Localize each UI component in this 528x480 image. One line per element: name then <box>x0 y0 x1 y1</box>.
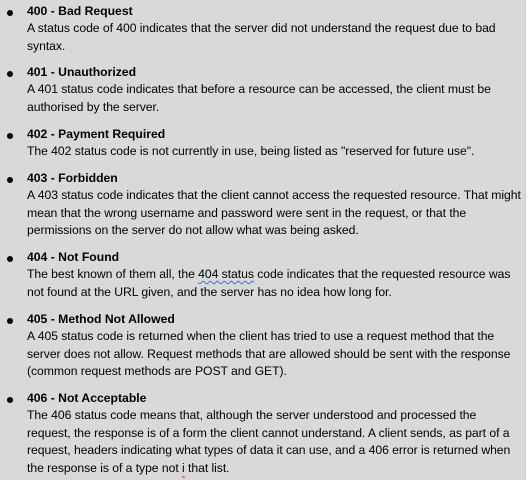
bullet-icon <box>7 177 13 183</box>
status-code-list <box>0 3 526 478</box>
entry-title: 404 - Not Found <box>27 250 120 264</box>
entry-description <box>27 407 522 477</box>
entry-description: A status code of 400 indicates that the server did not understand the request due to bad syntax. <box>27 21 496 53</box>
bullet-icon <box>7 71 13 77</box>
list-item <box>0 249 526 311</box>
bullet-icon <box>7 133 13 139</box>
entry-title: 401 - Unauthorized <box>27 65 137 79</box>
description-text: The best known of them all, the <box>27 267 199 281</box>
list-item <box>0 3 526 64</box>
description-text: code indicates that the requested resource was not found at the URL given, and the server has no idea how long for. <box>27 267 511 299</box>
list-item <box>0 64 526 126</box>
entry-title: 400 - Bad Request <box>27 4 133 18</box>
entry-title: 403 - Forbidden <box>27 171 118 185</box>
description-text: that list. <box>184 460 230 475</box>
list-item <box>0 126 526 170</box>
list-item <box>0 390 526 478</box>
entry-description <box>27 266 522 301</box>
entry-description: A 401 status code indicates that before a resource can be accessed, the client must be authorised by the server. <box>27 82 491 114</box>
entry-description: The 402 status code is not currently in use, being listed as "reserved for future use". <box>27 144 475 158</box>
grammar-marked-text: 404 status <box>198 267 254 281</box>
bullet-icon <box>7 10 13 16</box>
spelling-marked-text: i <box>182 460 185 475</box>
description-text: The 406 status code means that, although the server understood and processed the request, the response is of a form the client cannot understand. A client sends, as part of a request, headers indicating what types of data it can use, and a 406 error is returned when the response is of a type not <box>27 408 511 475</box>
bullet-icon <box>7 318 13 324</box>
list-item <box>0 311 526 390</box>
entry-title: 406 - Not Acceptable <box>27 391 147 405</box>
bullet-icon <box>7 256 13 262</box>
list-item <box>0 170 526 249</box>
entry-description: A 403 status code indicates that the client cannot access the requested resource. That might mean that the wrong username and password were sent in the request, or that the permissions on the server do not allow what was being asked. <box>27 188 521 237</box>
entry-description: A 405 status code is returned when the client has tried to use a request method that the server does not allow. Request methods that are allowed should be sent with the response (common request methods are POST and GET). <box>27 329 511 378</box>
entry-title: 402 - Payment Required <box>27 127 166 141</box>
entry-title: 405 - Method Not Allowed <box>27 312 175 326</box>
bullet-icon <box>7 397 13 403</box>
